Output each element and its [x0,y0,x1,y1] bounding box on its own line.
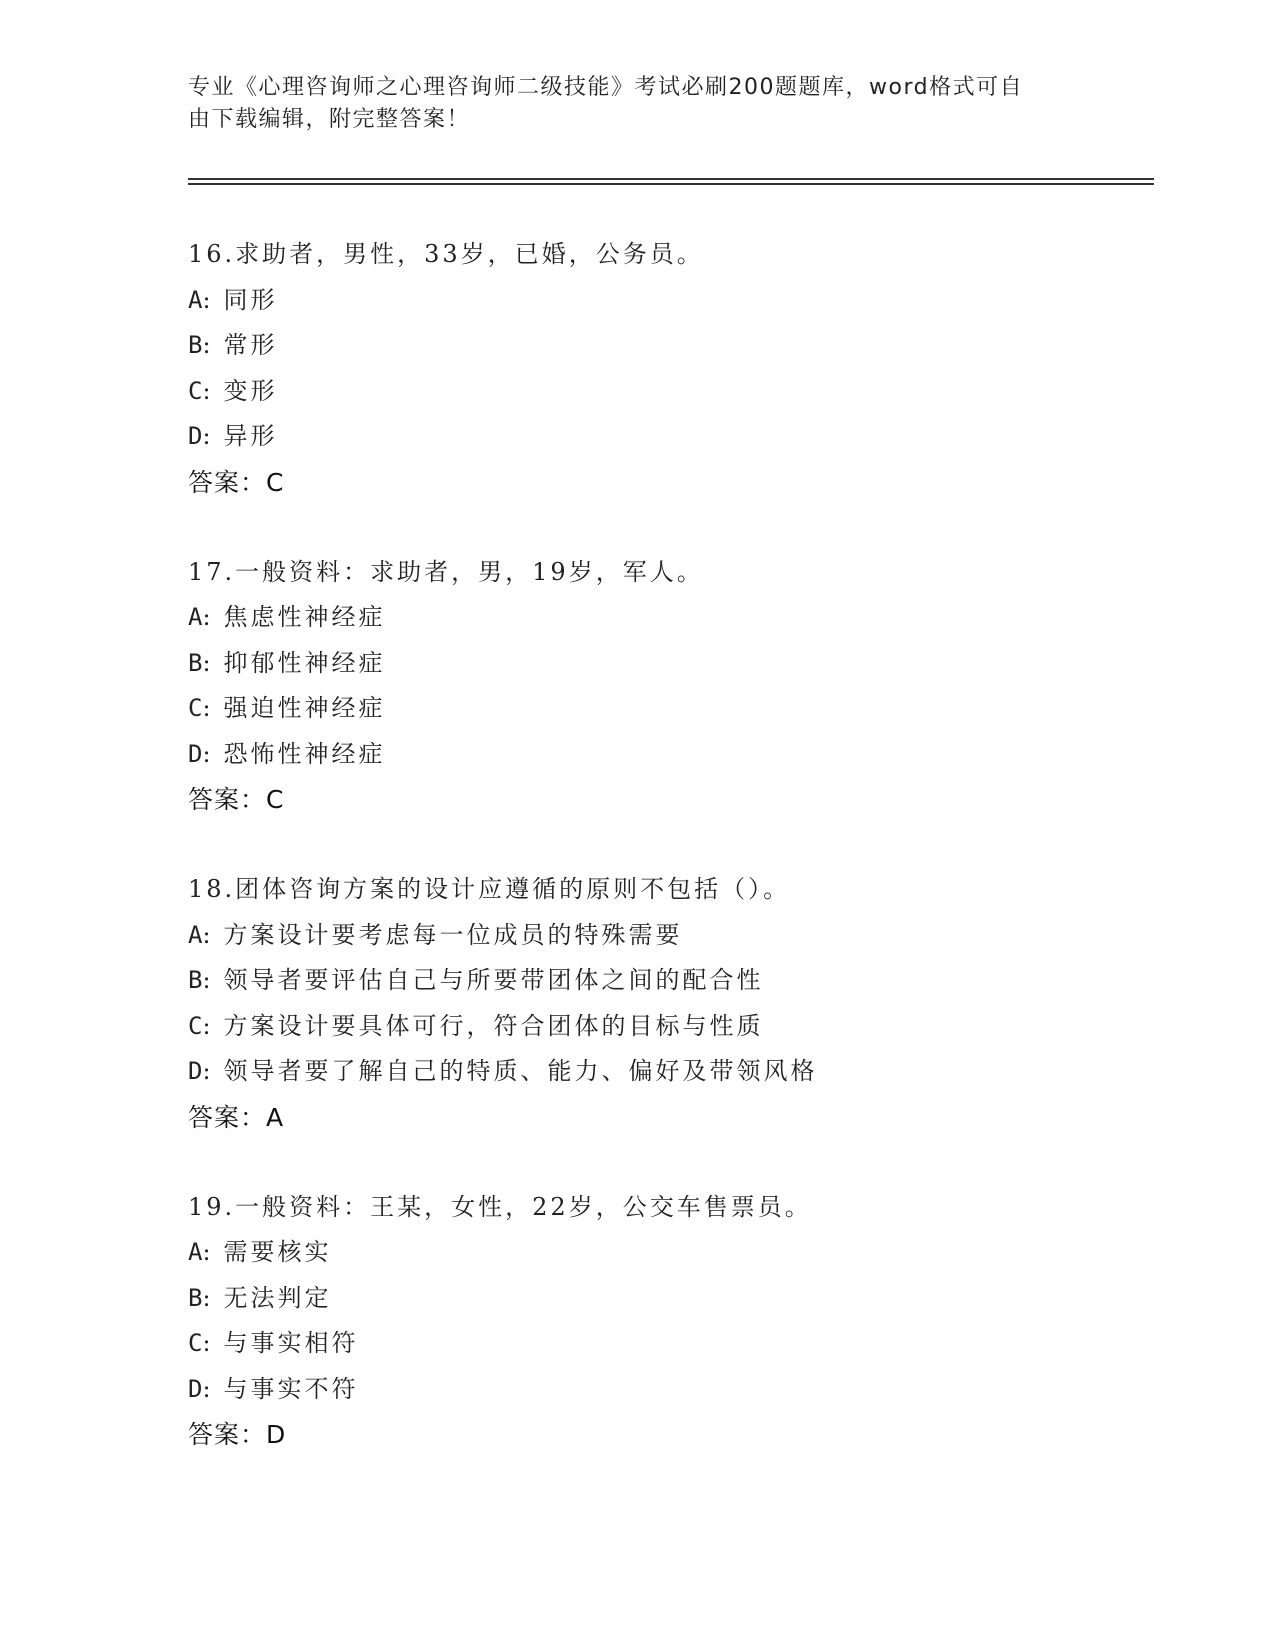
answer-line [188,460,1148,506]
option-text: 领导者要了解自己的特质、能力、偏好及带领风格 [223,1057,818,1085]
question-stem: 18.团体咨询方案的设计应遵循的原则不包括（）。 [188,875,791,903]
option-a: A: 焦虑性神经症 [188,603,386,631]
option-text: 强迫性神经症 [223,694,386,722]
option-letter: B [188,1283,203,1312]
question-19 [188,1185,1148,1459]
answer-line [188,1095,1148,1141]
answer-label: 答案： [188,467,267,497]
header-line-1: 专业《心理咨询师之心理咨询师二级技能》考试必刷200题题库，word格式可自 [188,75,1024,100]
option-letter: C [188,376,203,405]
option-d: D: 恐怖性神经症 [188,739,386,768]
option-text: 无法判定 [223,1283,332,1312]
answer-line [188,777,1148,823]
option-b: B: 无法判定 [188,1283,332,1312]
option-letter: C [188,1011,203,1040]
option-letter: C [188,1329,203,1357]
option-a: A: 同形 [188,285,278,314]
answer-label: 答案： [188,785,267,814]
option-letter: A [188,1238,203,1266]
question-16 [188,232,1148,506]
option-letter: D [188,1374,203,1403]
option-letter: B [188,966,203,994]
option-c: C: 变形 [188,376,278,405]
option-d: D: 异形 [188,422,278,450]
option-text: 方案设计要考虑每一位成员的特殊需要 [223,920,683,949]
option-text: 异形 [223,422,278,450]
option-d: D: 与事实不符 [188,1374,359,1403]
option-text: 与事实相符 [223,1329,359,1357]
question-17 [188,550,1148,824]
header-divider-bottom [188,183,1154,185]
option-a: A: 方案设计要考虑每一位成员的特殊需要 [188,920,683,949]
option-c: C: 与事实相符 [188,1329,359,1357]
option-text: 抑郁性神经症 [223,648,386,677]
document-header [188,72,1068,136]
option-text: 变形 [223,376,278,405]
option-text: 与事实不符 [223,1374,359,1403]
option-text: 需要核实 [223,1238,332,1266]
header-divider-top [188,178,1154,180]
option-b: B: 领导者要评估自己与所要带团体之间的配合性 [188,966,764,994]
question-stem: 19.一般资料：王某，女性，22岁，公交车售票员。 [188,1192,812,1221]
option-c: C: 方案设计要具体可行，符合团体的目标与性质 [188,1011,764,1040]
answer-value: D [266,1420,287,1449]
answer-line [188,1412,1148,1458]
option-b: B: 抑郁性神经症 [188,648,386,677]
option-a: A: 需要核实 [188,1238,332,1266]
option-letter: A [188,603,203,631]
option-text: 常形 [223,331,278,359]
option-letter: C [188,694,203,722]
option-letter: D [188,422,203,450]
answer-value: C [266,467,285,497]
option-letter: A [188,285,203,314]
question-18 [188,867,1148,1141]
option-b: B: 常形 [188,331,278,359]
option-text: 恐怖性神经症 [223,739,386,768]
answer-value: A [266,1102,285,1132]
option-letter: D [188,1057,203,1085]
question-stem: 17.一般资料：求助者，男，19岁，军人。 [188,557,704,586]
option-text: 方案设计要具体可行，符合团体的目标与性质 [223,1011,764,1040]
answer-value: C [266,785,285,814]
header-line-2: 由下载编辑，附完整答案！ [188,107,471,132]
option-text: 领导者要评估自己与所要带团体之间的配合性 [223,966,764,994]
option-letter: B [188,648,203,677]
option-letter: D [188,739,203,768]
answer-label: 答案： [188,1102,267,1132]
question-list [188,232,1148,1502]
option-letter: B [188,331,203,359]
answer-label: 答案： [188,1420,267,1449]
option-letter: A [188,920,203,949]
option-d: D: 领导者要了解自己的特质、能力、偏好及带领风格 [188,1057,818,1085]
question-stem: 16.求助者，男性，33岁，已婚，公务员。 [188,240,704,268]
option-c: C: 强迫性神经症 [188,694,386,722]
option-text: 同形 [223,285,278,314]
option-text: 焦虑性神经症 [223,603,386,631]
